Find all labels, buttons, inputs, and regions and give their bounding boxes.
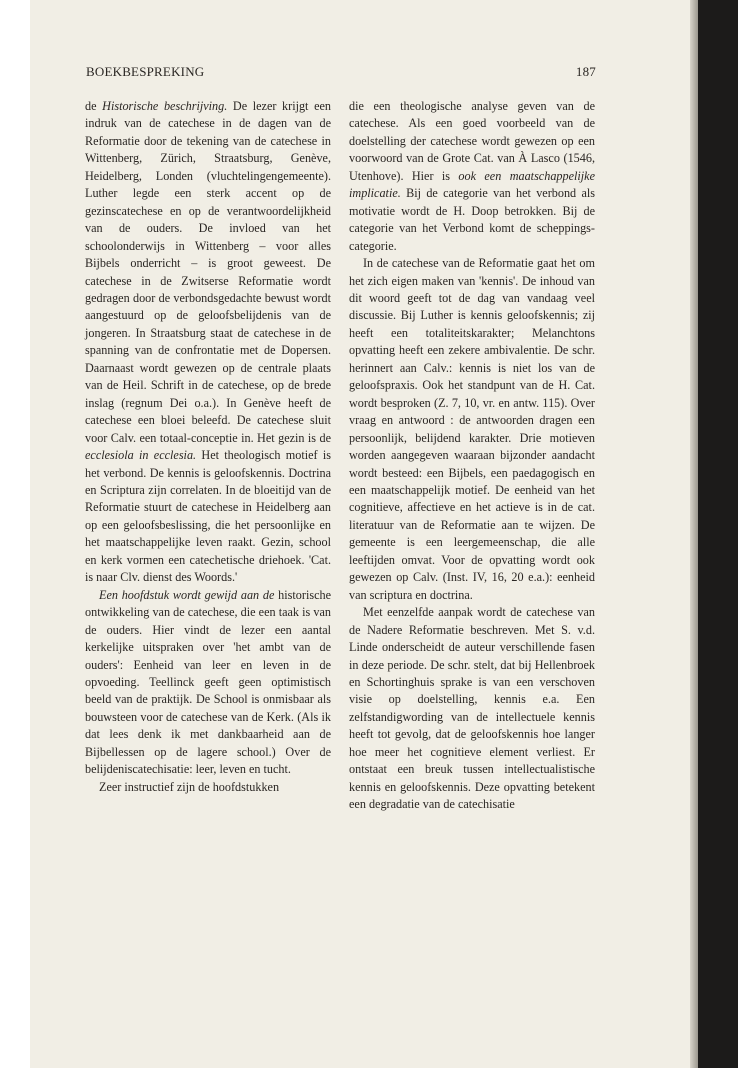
right-paragraph-1: [349, 98, 595, 255]
right-column: [349, 98, 595, 814]
running-title: BOEKBESPREKING: [86, 64, 205, 79]
left-p1-italic-heading: Historische beschrijving.: [102, 99, 228, 113]
left-p1-body: De lezer krijgt een indruk van de catechese in de dagen van de Reformatie door de tekening van de catechese in Wittenberg, Zürich, Straatsburg, Genève, Heidelberg, Londen (vluchtelingengemeente). Luther legde een sterk accent op de gezinscatechese en op de verantwoordelijkheid van de ouders. De invloed van het schoolonderwijs in Wittenberg – voor alles Bijbels onderricht – is groot geweest. De catechese in de Zwitserse Reformatie wordt gedragen door de verbondsgedachte bewust wordt aangestuurd op de geloofsbelijdenis van de jongeren. In Straatsburg staat de catechese in de spanning van de confrontatie met de Dopersen. Daarnaast wordt gewezen op de centrale plaats van de Heil. Schrift in de catechese, op de brede inslag (regnum Dei o.a.). In Genève heeft de catechese een bloei beleefd. De catechese sluit voor Calv. een totaal-conceptie in. Het gezin is de: [85, 99, 331, 445]
right-p1-italic: ook een maatschappelijke implicatie.: [349, 168, 595, 201]
left-paragraph-3: Zeer instructief zijn de hoofdstukken: [99, 779, 280, 794]
page-edge-shadow: [690, 0, 698, 1068]
right-paragraph-2: In de catechese van de Reformatie gaat het om het zich eigen maken van 'kennis'. De inhoud van dit woord geeft tot de dag van vandaag veel discussie. Bij Luther is kennis geloofskennis; zij heeft een totaliteitskarakter; Melanchtons opvatting heeft een zekere ambivalentie. De schr. herinnert aan Calv.: kennis is niet los van de geloofspraxis. Ook het standpunt van de H. Cat. wordt besproken (Z. 7, 10, vr. en antw. 115). Over vraag en antwoord : de antwoorden dragen een persoonlijk, belijdend karakter. Drie motieven worden aangegeven waaraan bijzonder aandacht wordt besteed: een Bijbels, een paedagogisch en een maatschappelijk motief. De eenheid van het cognitieve, affectieve en het actieve is in de cat. literatuur van de Reformatie aan te wijzen. De gemeente is een leergemeenschap, die alle leeftijden omvat. Voor de opvatting wordt ook gewezen op Calv. (Inst. IV, 16, 20 e.a.): eenheid van scriptura en doctrina.: [349, 256, 595, 602]
left-p2-italic: Een hoofdstuk wordt gewijd aan de: [99, 587, 275, 602]
left-paragraph-1: [85, 98, 331, 587]
left-p1-lead: de: [85, 99, 103, 113]
right-p1-tail: Bij de categorie van het verbond als motivatie wordt de H. Doop betrokken. Bij de categorie van het Verbond komt de scheppings-categorie.: [349, 186, 595, 253]
left-column: [85, 98, 331, 796]
left-p1-italic-latin: ecclesiola in ecclesia.: [85, 448, 197, 463]
left-paragraph-2: [85, 587, 331, 779]
right-paragraph-3: Met eenzelfde aanpak wordt de catechese van de Nadere Reformatie beschreven. Met S. v.d. Linde onderscheidt de auteur verschillende fasen in deze periode. De schr. stelt, dat bij Hellenbroek en Schortinghuis sprake is van een verschoven visie op doelstelling, kennis e.a. Een zelfstandigwording van de intellectuele kennis heeft tot gevolg, dat de geloofskennis hoe langer hoe meer het cognitieve element verliest. Er ontstaat een breuk tussen intellectualistische kennis en geloofskennis. Deze opvatting betekent een degradatie van de catechisatie: [349, 605, 595, 812]
page-number: 187: [575, 64, 596, 79]
scanner-border: [698, 0, 738, 1068]
left-p2-body: historische ontwikkeling van de catechese, die een taak is van de ouders. Hier vindt de lezer een aantal kerkelijke uitspraken over 'het ambt van de ouders': Eenheid van leer en leven in de opvoeding. Teellinck geeft geen optimistisch beeld van de praktijk. De School is onmisbaar als bouwsteen voor de catechese van de Kerk. (Als ik dat lees denk ik met dankbaarheid aan de Bijbellessen op de lagere school.) Over de belijdeniscatechisatie: leer, leven en tucht.: [85, 587, 331, 777]
running-header: [86, 64, 596, 84]
left-p1-tail: Het theologisch motief is het verbond. De kennis is geloofskennis. Doctrina en Scriptura zijn correlaten. In de bloeitijd van de Reformatie stuurt de catechese in Heidelberg aan op een geloofsbeslissing, die het persoonlijke en het maatschappelijke leven raakt. Gezin, school en kerk vormen een catechetische driehoek. 'Cat. is naar Clv. dienst des Woords.': [85, 448, 331, 585]
right-p1-lead: die een theologische analyse geven van de catechese. Als een goed voorbeeld van de doelstelling der catechese wordt gewezen op een voorwoord van de Grote Cat. van À Lasco (1546, Utenhove). Hier is: [349, 99, 595, 183]
